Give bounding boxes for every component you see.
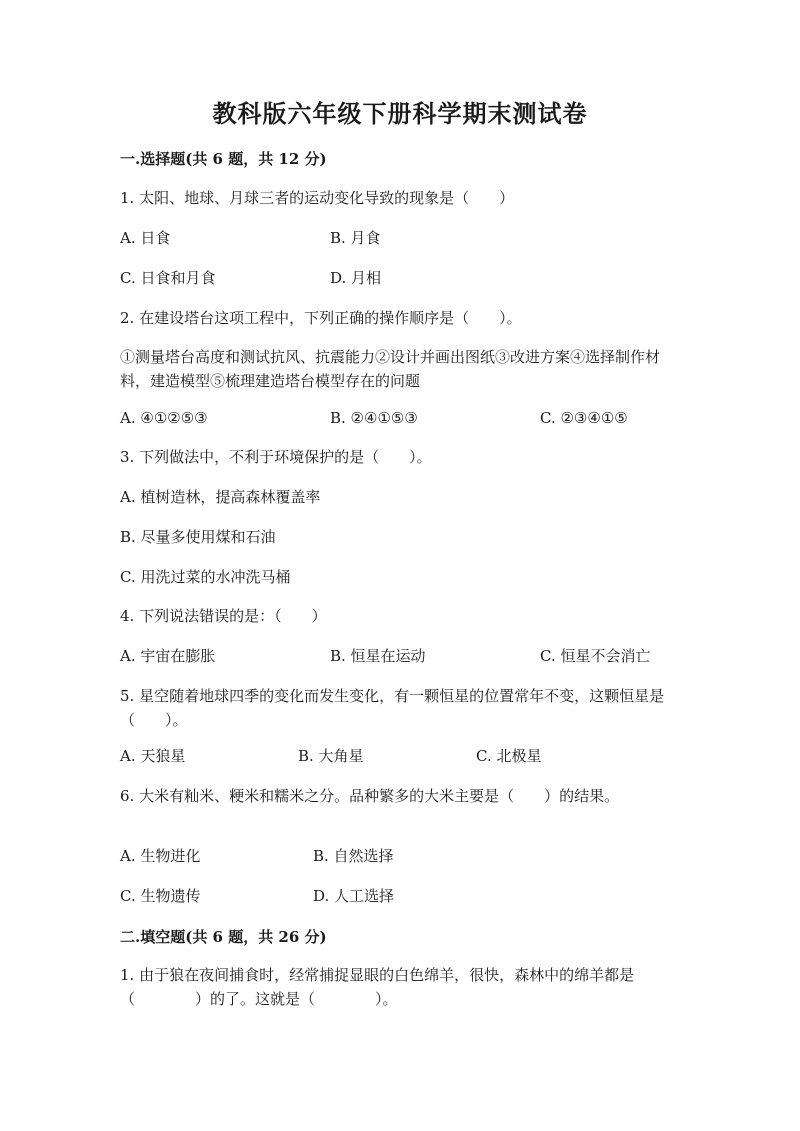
question-stem: 3. 下列做法中，不利于环境保护的是（ ）。 bbox=[120, 448, 432, 466]
option-a: A. 日食 bbox=[120, 229, 171, 247]
question-stem: 4. 下列说法错误的是：（ ） bbox=[120, 607, 327, 625]
option-a: A. ④①②⑤③ bbox=[120, 409, 208, 427]
option-a: A. 天狼星 bbox=[120, 747, 186, 765]
exam-title: 教科版六年级下册科学期末测试卷 bbox=[212, 99, 588, 128]
option-a: A. 生物进化 bbox=[120, 847, 201, 865]
option-c: C. 恒星不会消亡 bbox=[540, 647, 651, 665]
option-c: C. 用洗过菜的水冲洗马桶 bbox=[120, 568, 291, 586]
option-b: B. 恒星在运动 bbox=[330, 647, 426, 665]
option-c: C. 日食和月食 bbox=[120, 269, 216, 287]
option-b: B. 月食 bbox=[330, 229, 381, 247]
option-c: C. 北极星 bbox=[476, 747, 542, 765]
option-c: C. 生物遗传 bbox=[120, 887, 201, 905]
option-d: D. 月相 bbox=[330, 269, 382, 287]
question-stem: 1. 太阳、地球、月球三者的运动变化导致的现象是（ ） bbox=[120, 189, 515, 207]
option-b: B. 自然选择 bbox=[313, 847, 394, 865]
option-b: B. ②④①⑤③ bbox=[330, 409, 418, 427]
question-stem: 5. 星空随着地球四季的变化而发生变化，有一颗恒星的位置常年不变，这颗恒星是（ ）。 bbox=[120, 687, 665, 729]
question-stem: 6. 大米有籼米、粳米和糯米之分。品种繁多的大米主要是（ ）的结果。 bbox=[120, 787, 620, 805]
option-d: D. 人工选择 bbox=[313, 887, 395, 905]
section-heading: 二.填空题(共 6 题，共 26 分) bbox=[120, 928, 327, 946]
question-detail: ①测量塔台高度和测试抗风、抗震能力②设计并画出图纸③改进方案④选择制作材料，建造模型⑤梳理建造塔台模型存在的问题 bbox=[120, 348, 661, 390]
question-stem: 1. 由于狼在夜间捕食时，经常捕捉显眼的白色绵羊，很快，森林中的绵羊都是（ ）的了。这就是（ ）。 bbox=[120, 966, 635, 1008]
section-heading: 一.选择题(共 6 题，共 12 分) bbox=[120, 150, 327, 168]
option-c: C. ②③④①⑤ bbox=[540, 409, 628, 427]
option-b: B. 大角星 bbox=[298, 747, 364, 765]
option-b: B. 尽量多使用煤和石油 bbox=[120, 528, 276, 546]
question-stem: 2. 在建设塔台这项工程中，下列正确的操作顺序是（ ）。 bbox=[120, 309, 522, 327]
option-a: A. 植树造林，提高森林覆盖率 bbox=[120, 488, 321, 506]
option-a: A. 宇宙在膨胀 bbox=[120, 647, 216, 665]
